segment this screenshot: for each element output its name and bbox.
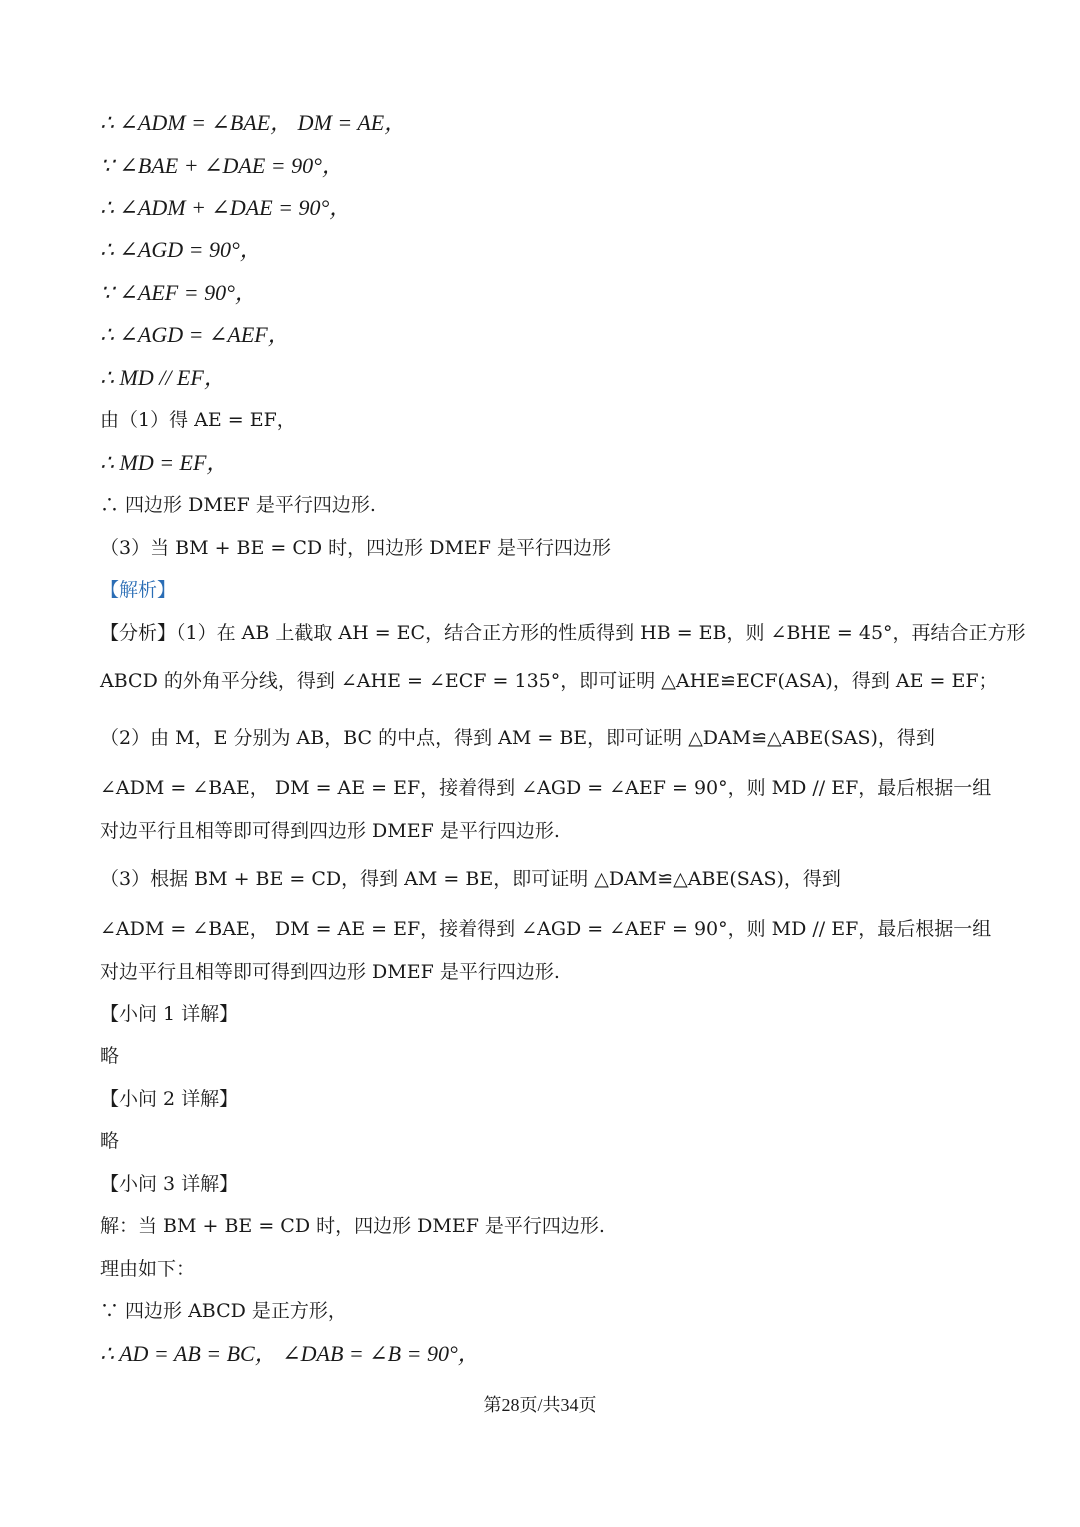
text-line (100, 108, 990, 139)
math-expression: ∵ ∠AEF = 90°， (100, 280, 257, 305)
math-expression: ∴ ∠ADM + ∠DAE = 90°， (100, 195, 352, 220)
text-line: （3）根据 BM + BE = CD，得到 AM = BE，即可证明 △DAM≌△ABE(SAS)，得到 (100, 868, 841, 890)
page-footer: 第28页/共34页 (483, 1395, 597, 1415)
section-heading: 【小问 1 详解】 (100, 1003, 239, 1025)
text-line: ∵ 四边形 ABCD 是正方形， (100, 1300, 347, 1322)
math-expression: ∴ ∠AGD = ∠AEF， (100, 322, 290, 347)
text-line: 略 (100, 1045, 120, 1067)
text-line: 【分析】（1）在 AB 上截取 AH = EC，结合正方形的性质得到 HB = EB，则 ∠BHE = 45°，再结合正方形 (100, 622, 1026, 644)
text-line: 对边平行且相等即可得到四边形 DMEF 是平行四边形. (100, 961, 560, 983)
text-line (100, 363, 990, 394)
text-line: 对边平行且相等即可得到四边形 DMEF 是平行四边形. (100, 820, 560, 842)
section-heading: 【小问 2 详解】 (100, 1088, 239, 1110)
section-heading-analysis: 【解析】 (100, 579, 177, 601)
text-line: 由（1）得 AE = EF， (100, 409, 296, 431)
text-line: （3）当 BM + BE = CD 时，四边形 DMEF 是平行四边形 (100, 537, 612, 559)
text-line: 理由如下： (100, 1258, 196, 1280)
text-line: ∠ADM = ∠BAE， DM = AE = EF，接着得到 ∠AGD = ∠AEF = 90°，则 MD // EF，最后根据一组 (100, 918, 992, 940)
text-line (100, 193, 990, 224)
text-line: ∠ADM = ∠BAE， DM = AE = EF，接着得到 ∠AGD = ∠AEF = 90°，则 MD // EF，最后根据一组 (100, 777, 992, 799)
math-expression: ∴ ∠AGD = 90°， (100, 237, 262, 262)
text-line (100, 235, 990, 266)
text-line (100, 278, 990, 309)
math-expression: ∴ ∠ADM = ∠BAE， DM = AE， (100, 110, 407, 135)
text-line: （2）由 M，E 分别为 AB，BC 的中点，得到 AM = BE，即可证明 △DAM≌△ABE(SAS)，得到 (100, 727, 935, 749)
text-line (100, 1339, 990, 1370)
text-line: 略 (100, 1130, 120, 1152)
math-expression: ∴ MD // EF， (100, 365, 226, 390)
math-expression: ∴ AD = AB = BC， ∠DAB = ∠B = 90°， (100, 1341, 480, 1366)
text-line: ∴ 四边形 DMEF 是平行四边形. (100, 494, 376, 516)
section-heading: 【小问 3 详解】 (100, 1173, 239, 1195)
text-line: ABCD 的外角平分线，得到 ∠AHE = ∠ECF = 135°，即可证明 △AHE≌ECF(ASA)，得到 AE = EF； (100, 670, 998, 692)
math-expression: ∴ MD = EF， (100, 450, 229, 475)
text-line (100, 151, 990, 182)
text-line (100, 320, 990, 351)
text-line: 解：当 BM + BE = CD 时，四边形 DMEF 是平行四边形. (100, 1215, 605, 1237)
text-line (100, 448, 990, 479)
math-expression: ∵ ∠BAE + ∠DAE = 90°， (100, 153, 344, 178)
